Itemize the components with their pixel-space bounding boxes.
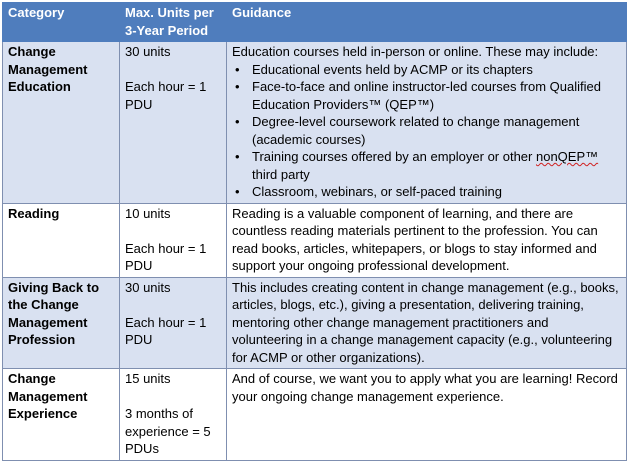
units-rate: 3 months of experience = 5 PDUs [125, 406, 211, 456]
guidance-cell: This includes creating content in change management (e.g., books, articles, blogs, etc.), giving a presentation, delivering training, mentoring other change management practitioners and volunteering in a change management capacity (e.g., volunteering for ACMP or other organizations). [227, 277, 627, 369]
header-row [3, 3, 627, 42]
category-cell: Giving Back to the Change Management Profession [3, 277, 120, 369]
category-cell: Reading [3, 203, 120, 277]
units-rate: Each hour = 1 PDU [125, 314, 207, 347]
units-cell [120, 277, 227, 369]
header-category: Category [3, 3, 120, 42]
units-cell [120, 42, 227, 204]
guidance-bullet-list [232, 61, 621, 201]
units-rate: Each hour = 1 PDU [125, 240, 207, 273]
units-rate: Each hour = 1 PDU [125, 79, 207, 112]
header-guidance: Guidance [227, 3, 627, 42]
spellcheck-flagged-word: nonQEP™ [535, 149, 599, 164]
units-value: 30 units [125, 44, 171, 59]
table-row [3, 277, 627, 369]
category-cell: Change Management Education [3, 42, 120, 204]
bullet-text: Training courses offered by an employer or other [252, 149, 536, 164]
list-item: • Face-to-face and online instructor-led courses from Qualified Education Providers™ (QEP™) [252, 78, 621, 113]
list-item: • Classroom, webinars, or self-paced training [252, 183, 621, 201]
bullet-text: third party [252, 166, 310, 182]
pdu-categories-table [2, 2, 627, 461]
guidance-cell: And of course, we want you to apply what you are learning! Record your ongoing change management experience. [227, 369, 627, 461]
units-value: 10 units [125, 205, 171, 221]
table-row [3, 369, 627, 461]
units-cell [120, 369, 227, 461]
header-max-units: Max. Units per 3-Year Period [120, 3, 227, 42]
table-row [3, 203, 627, 277]
list-item: • Degree-level coursework related to change management (academic courses) [252, 113, 621, 148]
units-value: 15 units [125, 371, 171, 386]
table-row [3, 42, 627, 204]
units-cell [120, 203, 227, 277]
units-value: 30 units [125, 279, 171, 295]
list-item: • Educational events held by ACMP or its chapters [252, 61, 621, 79]
guidance-intro: Education courses held in-person or online. These may include: [232, 44, 599, 59]
list-item [252, 148, 621, 183]
guidance-cell: Reading is a valuable component of learning, and there are countless reading materials pertinent to the profession. You can read books, articles, whitepapers, or blogs to stay informed and support your ongoing professional development. [227, 203, 627, 277]
category-cell: Change Management Experience [3, 369, 120, 461]
guidance-cell [227, 42, 627, 204]
